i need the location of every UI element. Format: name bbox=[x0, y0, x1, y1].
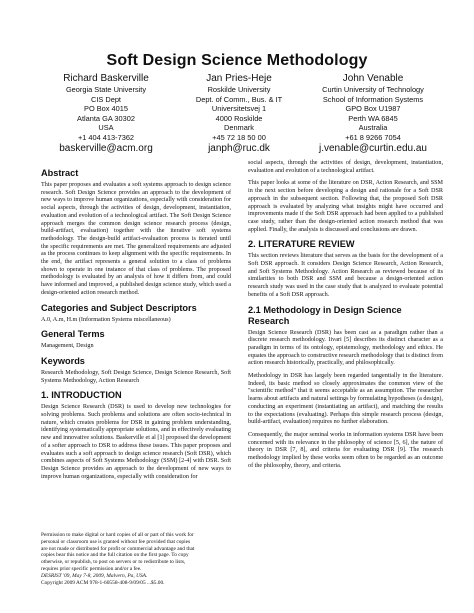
author-affiliation-line: Universitetsvej 1 bbox=[211, 104, 267, 114]
author-affiliation-line: Dept. of Comm., Bus. & IT bbox=[195, 94, 283, 104]
paper-title: Soft Design Science Methodology bbox=[106, 52, 368, 69]
author-affiliation-line: +45 72 18 50 00 bbox=[212, 132, 266, 142]
abstract-heading: Abstract bbox=[41, 168, 79, 178]
author-affiliation-line: Australia bbox=[358, 123, 388, 133]
general-terms-text: Management, Design bbox=[41, 343, 94, 350]
dsr-paragraph-1: Design Science Research (DSR) has been cast as a paradigm rather than a discrete research methodology. Iivari [5] describes its distinct character as a paradigm in terms of its ontology, epistemology, methodology and ethics. He equates the approach to constructive research methodology that is distinct from action research historically, practically, and philosophically. bbox=[248, 329, 443, 367]
introduction-heading: 1. INTRODUCTION bbox=[41, 390, 122, 401]
author-affiliation-line: Roskilde University bbox=[207, 85, 271, 94]
author-affiliation-line: 4000 Roskilde bbox=[215, 113, 263, 123]
author-affiliation-line: Georgia State University bbox=[65, 85, 147, 94]
author-affiliation-line: +61 8 9266 7054 bbox=[345, 132, 401, 142]
author-affiliation-line: +1 404 413-7362 bbox=[77, 132, 135, 142]
footnote-line: otherwise, or republish, to post on servers or to redistribute to lists, bbox=[41, 559, 186, 566]
author-affiliation-line: Denmark bbox=[224, 123, 254, 133]
categories-heading: Categories and Subject Descriptors bbox=[41, 302, 197, 313]
keywords-text: Research Methodology, Soft Design Science, Design Science Research, Soft Systems Methodology, Action Research bbox=[41, 369, 231, 384]
author-1 bbox=[31, 73, 181, 155]
footnote-line: DESRIST '09, May 7-8, 2009, Malvern, Pa, USA. bbox=[41, 572, 148, 579]
permission-footnote bbox=[41, 532, 231, 586]
categories-text: A.0, A.m, H.m (Information Systems miscellaneous) bbox=[41, 316, 171, 323]
dsr-methodology-heading: 2.1 Methodology in Design Science Research bbox=[248, 304, 402, 326]
author-affiliation-line: Atlanta GA 30302 bbox=[77, 113, 135, 123]
author-affiliation-line: Curtin University of Technology bbox=[322, 85, 424, 94]
author-block bbox=[34, 73, 444, 153]
dsr-paragraph-3: Consequently, the major seminal works in information systems DSR have been concerned with its relevance in the philosophy of science [5, 6], the nature of theory in DSR [7, 8], and criteria for evaluating DSR [9]. The research methodology implied by these works seem often to be regarded as an outcome of the philosophy, theory, and criteria. bbox=[248, 431, 443, 469]
author-affiliation-line: Perth WA 6845 bbox=[348, 113, 398, 123]
literature-review-heading: 2. LITERATURE REVIEW bbox=[248, 239, 355, 250]
author-name: Richard Baskerville bbox=[63, 73, 149, 84]
author-affiliation-line: GPO Box U1987 bbox=[345, 104, 401, 114]
right-column bbox=[248, 160, 443, 476]
author-email[interactable]: baskerville@acm.org bbox=[59, 142, 153, 154]
intro-continued-text: social aspects, through the activities of design, development, instantiation, evaluation and evolution of a technological artifact. bbox=[248, 160, 443, 174]
abstract-text: This paper proposes and evaluates a soft systems approach to design science research. Soft Design Science provides an approach to the development of new ways to improve human organizations, especially with consideration for social aspects, through the activities of design, development, instantiation, evaluation and evolution of a technological artifact. The Soft Design Science approach merges the common design science research process (design, build-artifact, evaluation) together with the iterative soft systems methodology. The design-build artifact-evaluation process is iterated until the specific requirements are met. The generalized requirements are adjusted as the process continues to keep alignment with the specific requirements. In the end, the artifact represents a general solution to a class of problems shown to operate in one instance of that class of problems. The proposed methodology is evaluated by an analysis of how it differs from, and could have informed and improved, a published design science study, which used a design-oriented action research method. bbox=[41, 182, 231, 296]
footnote-line: personal or classroom use is granted without fee provided that copies bbox=[41, 538, 191, 545]
footnote-line: copies bear this notice and the full citation on the first page. To copy bbox=[41, 552, 189, 559]
author-affiliation-line: CIS Dept bbox=[91, 94, 121, 104]
introduction-text: Design Science Research (DSR) is used to develop new technologies for solving problems. Such problems and solutions are often socio-technical in nature, which creates problems for DSR in gaining problem understanding, identifying systematically appropriate solutions, and in effectively evaluating new and innovative solutions. Baskerville et al [1] proposed the development of a softer approach to DSR to address these issues. This paper proposes and evaluates such a soft approach to design science research (Soft DSR), which combines aspects of Soft Systems Methodology (SSM) [2-4] with DSR. Soft Design Science provides an approach to the development of new ways to improve human organizations, especially with consideration for bbox=[41, 404, 231, 480]
author-2 bbox=[164, 73, 314, 155]
author-name: John Venable bbox=[342, 73, 404, 84]
left-column bbox=[41, 168, 231, 486]
author-3 bbox=[298, 73, 448, 155]
general-terms-heading: General Terms bbox=[41, 329, 105, 340]
dsr-paragraph-2: Methodology in DSR has largely been regarded tangentially in the literature. Indeed, its basic method so closely approximates the common view of the "scientific method" that it seems acceptable as an assumption. The researcher learns about artifacts and natural settings by formulating hypotheses (a design), conducting an experiment (instantiating an artifact), and matching the results to the expectations (evaluating). Perhaps this simple research process (design, build-artifact, evaluation) requires no further elaboration. bbox=[248, 373, 443, 426]
footnote-line: requires prior specific permission and/or a fee. bbox=[41, 565, 142, 572]
footnote-line: Permission to make digital or hard copies of all or part of this work for bbox=[41, 532, 194, 538]
author-email[interactable]: janph@ruc.dk bbox=[208, 142, 270, 154]
footnote-line: are not made or distributed for profit or commercial advantage and that bbox=[41, 545, 195, 552]
keywords-heading: Keywords bbox=[41, 355, 85, 366]
author-affiliation-line: USA bbox=[98, 123, 114, 133]
footnote-line: Copyright 2009 ACM 978-1-60558-408-9/09/05 ...$5.00. bbox=[41, 579, 165, 586]
author-affiliation-line: School of Information Systems bbox=[322, 94, 424, 104]
paper-outline-text: This paper looks at some of the literature on DSR, Action Research, and SSM in the next section before developing a design and rationale for a Soft DSR approach in the subsequent section. Following that, the proposed Soft DSR approach is evaluated by analyzing what insights might have occurred and improvements made if the Soft DSR approach had been applied to a published case study, rather than the design-oriented action research method that was applied. Finally, the analysis is discussed and conclusions are drawn. bbox=[248, 180, 443, 233]
author-affiliation-line: PO Box 4015 bbox=[84, 104, 128, 114]
literature-review-text: This section reviews literature that serves as the basis for the development of a Soft DSR approach. It considers Design Science Research, Action Research, and Soft Systems Methodology. Action Research as reviewed because of its similarities to both DSR and SSM and because a design-oriented action research study was used in the case study that is analyzed to evaluate potential benefits of a Soft DSR approach. bbox=[248, 253, 443, 298]
author-email[interactable]: j.venable@curtin.edu.au bbox=[319, 142, 427, 154]
author-name: Jan Pries-Heje bbox=[206, 73, 272, 84]
